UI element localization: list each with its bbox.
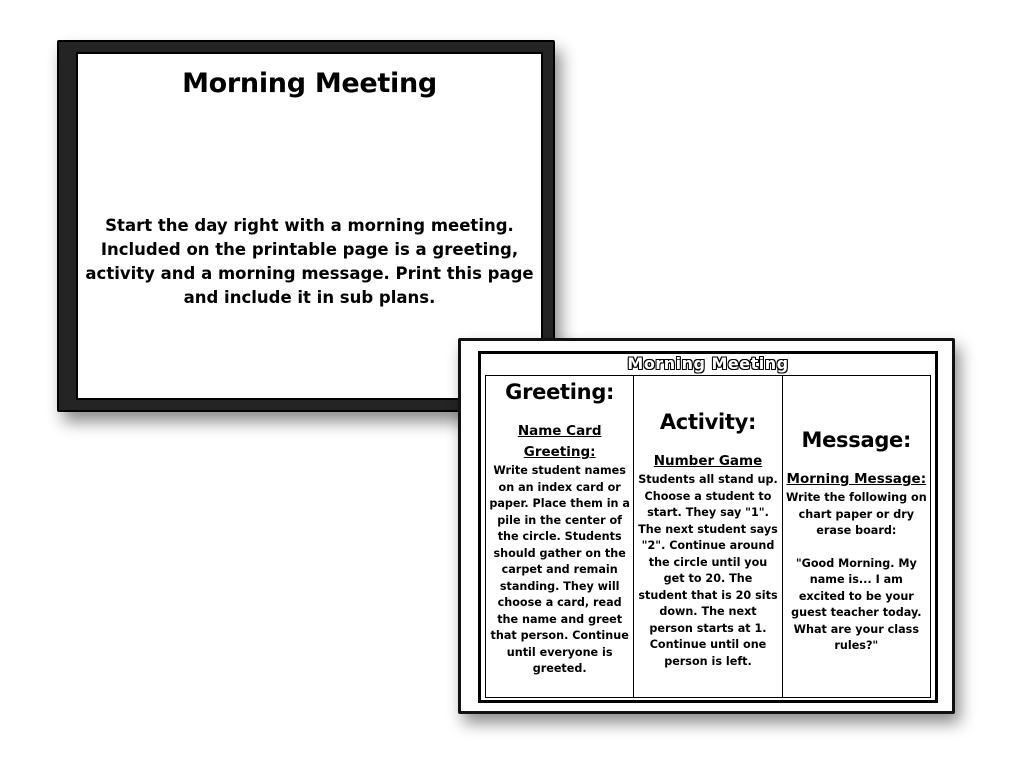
greeting-column bbox=[486, 376, 634, 697]
page-frame bbox=[478, 351, 938, 703]
activity-column bbox=[634, 376, 782, 697]
page-header: Morning Meeting bbox=[627, 354, 789, 373]
greeting-subheading: Name Card Greeting: bbox=[517, 423, 602, 460]
activity-subheading: Number Game bbox=[653, 453, 763, 469]
card-title: Morning Meeting bbox=[182, 68, 437, 99]
message-text bbox=[786, 490, 927, 655]
columns-container bbox=[485, 375, 931, 698]
greeting-heading: Greeting: bbox=[505, 380, 615, 404]
activity-heading: Activity: bbox=[659, 410, 757, 434]
greeting-text bbox=[489, 463, 630, 678]
activity-instructions: Students all stand up. Choose a student to start. They say "1". The next student says "2". Continue around the circle until you get to 20. The student that is 20 sits down. The next person starts at 1. Continue until one person is left. bbox=[638, 473, 778, 668]
card-description: Start the day right with a morning meeting. Included on the printable page is a greeting, activity and a morning message. Print this page and include it in sub plans. bbox=[85, 216, 534, 307]
message-column bbox=[783, 376, 930, 697]
morning-meeting-printable-page bbox=[458, 338, 955, 714]
activity-text bbox=[637, 472, 778, 670]
message-subheading: Morning Message: bbox=[786, 471, 927, 487]
message-instructions: Write the following on chart paper or dry erase board: bbox=[785, 491, 927, 537]
greeting-instructions: Write student names on an index card or paper. Place them in a pile in the center of the circle. Students should gather on the carpet and remain standing. They will choose a card, read the name and greet that person. Continue until everyone is greeted. bbox=[489, 464, 630, 675]
message-heading: Message: bbox=[801, 428, 912, 452]
message-quote: "Good Morning. My name is... I am excited to be your guest teacher today. What are your class rules?" bbox=[791, 556, 922, 652]
